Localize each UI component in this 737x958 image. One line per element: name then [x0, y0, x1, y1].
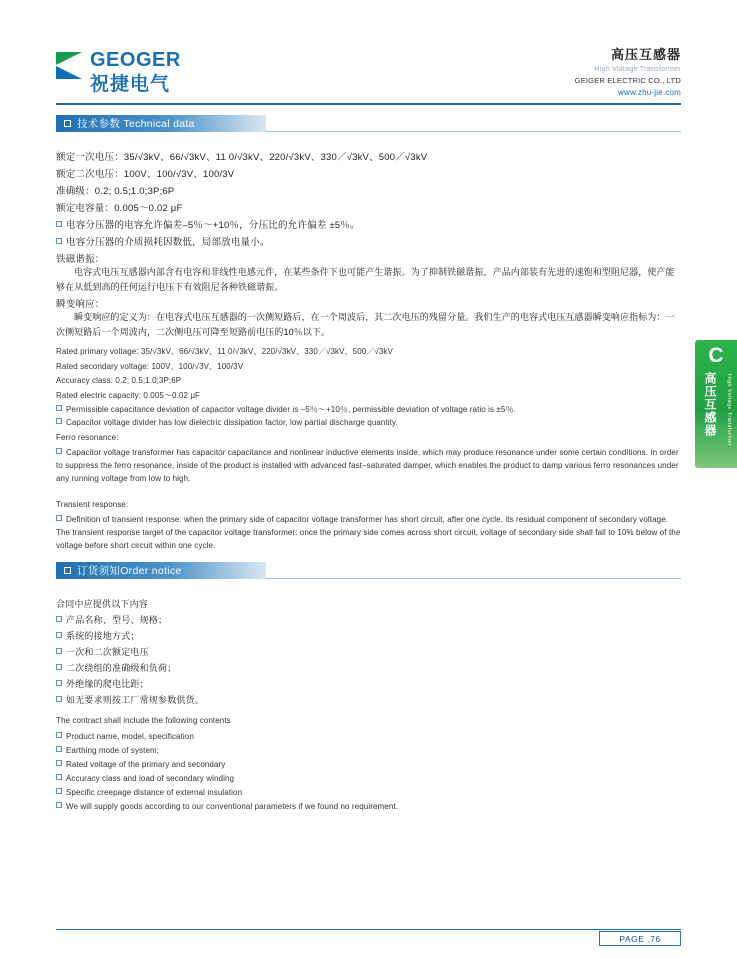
cn-order-item-2: [56, 629, 140, 642]
cn-ferro-resonance-heading: 铁磁谐振：: [56, 254, 105, 265]
cn-order-item-5: [56, 677, 149, 690]
cn-order-item-3-text: 一次和二次额定电压: [66, 647, 149, 657]
checkbox-icon: [56, 648, 62, 654]
cn-order-item-2-text: 系统的接地方式；: [66, 631, 140, 641]
checkbox-icon: [56, 221, 62, 227]
side-tab-chapter: [695, 340, 737, 468]
en-rated-primary-voltage: Rated primary voltage: 35/√3kV、66/√3kV、11 0/√3kV、220/√3kV、330／√3kV、500／√3kV: [56, 347, 393, 356]
header-right: [575, 44, 681, 97]
header-title-cn: 高压互感器: [610, 47, 681, 62]
cn-order-item-6-text: 如无要求则按工厂常规参数供货。: [66, 695, 205, 705]
checkbox-icon: [56, 696, 62, 702]
cn-transient-response-paragraph: 瞬变响应的定义为：在电容式电压互感器的一次侧短路后，在一个周波后，其二次电压的残留分量。我们生产的电容式电压互感器瞬变响应指标为：一次侧短路后一个周波内，二次侧电压可降至短路前电压的10％以下。: [56, 312, 675, 337]
cn-order-item-4-text: 二次绕组的准确级和负荷；: [66, 663, 177, 673]
cn-capacitance-deviation-text: 电容分压器的电容允许偏差–5％～+10％，分压比的允许偏差 ±5％。: [66, 220, 360, 231]
cn-order-item-3: [56, 645, 149, 658]
cn-order-item-5-text: 外绝缘的爬电比距；: [66, 679, 149, 689]
page-number: PAGE .76: [599, 931, 681, 946]
en-transient-response-paragraph: [56, 513, 681, 552]
checkbox-icon: [56, 515, 62, 521]
en-order-item-4: [56, 774, 234, 783]
logo-en: GEOGER: [90, 49, 181, 71]
header-url[interactable]: www.zhu-jie.com: [617, 88, 681, 97]
side-tab-letter: C: [708, 344, 724, 367]
en-order-item-1: [56, 732, 194, 741]
cn-transient-response-heading: 瞬变响应：: [56, 299, 105, 310]
square-bullet-icon: [64, 567, 71, 574]
square-bullet-icon: [64, 120, 71, 127]
cn-dielectric-loss: [56, 234, 270, 248]
cn-rated-capacity: 额定电容量：0.005～0.02 μF: [56, 203, 183, 214]
cn-ferro-resonance-paragraph: 电容式电压互感器内部含有电容和非线性电感元件，在某些条件下也可能产生谐振。为了抑制铁磁谐振，产品内部装有先进的速饱和型阻尼器，使产能够在从低到高的任何运行电压下有效阻尼各种铁磁谐振。: [56, 267, 675, 292]
en-order-item-5-text: Specific creepage distance of external insulation: [66, 788, 243, 797]
en-transient-response-heading: Transient response:: [56, 500, 129, 509]
checkbox-icon: [56, 418, 62, 424]
en-order-item-6: [56, 802, 398, 811]
logo-text: [90, 50, 181, 94]
section-underline-technical: [266, 131, 681, 132]
checkbox-icon: [56, 788, 62, 794]
en-order-intro: The contract shall include the following contents: [56, 716, 231, 725]
cn-rated-secondary-voltage: 额定二次电压：100V、100/√3V、100/3V: [56, 169, 235, 180]
en-order-item-5: [56, 788, 242, 797]
cn-order-item-1: [56, 613, 167, 626]
en-ferro-resonance-paragraph: [56, 446, 681, 485]
en-capacitance-deviation: [56, 404, 516, 415]
checkbox-icon: [56, 760, 62, 766]
checkbox-icon: [56, 680, 62, 686]
section-title-order-notice: [56, 562, 266, 579]
logo-cn: 祝捷电气: [90, 74, 171, 95]
section-title-technical-data: [56, 115, 266, 132]
side-tab-cn: 高压互感器: [703, 372, 717, 437]
cn-capacitance-deviation: [56, 217, 360, 231]
checkbox-icon: [56, 448, 62, 454]
en-order-item-3-text: Rated voltage of the primary and secondary: [66, 760, 226, 769]
checkbox-icon: [56, 238, 62, 244]
en-order-item-1-text: Product name, model, specification: [66, 732, 194, 741]
checkbox-icon: [56, 774, 62, 780]
cn-rated-primary-voltage: 额定一次电压：35/√3kV、66/√3kV、11 0/√3kV、220/√3kV、330／√3kV、500／√3kV: [56, 152, 428, 163]
cn-dielectric-loss-text: 电容分压器的介质损耗因数低，局部放电量小。: [66, 237, 270, 248]
en-capacitance-deviation-text: Permissible capacitance deviation of capacitor voltage divider is –5％～+10％, permissible deviation of voltage ratio is ±5％.: [66, 405, 516, 414]
en-order-item-2-text: Earthing mode of system;: [66, 746, 160, 755]
en-rated-secondary-voltage: Rated secondary voltage: 100V、100/√3V、100/3V: [56, 362, 244, 371]
header-company: GEIGER ELECTRIC CO., LTD: [574, 76, 681, 85]
header-divider: [56, 103, 681, 105]
header-title-en: High Voltage Transformer: [594, 66, 681, 73]
checkbox-icon: [56, 405, 62, 411]
en-ferro-resonance-text: Capacitor voltage transformer has capacitor capacitance and nonlinear inductive elements inside, which may produce resonance under some certain conditions. In order to suppress the ferro resonance, inside of the product is installed with advanced fast–saturated damper, which enables the product to damp various ferro resonances under any running voltage from low to high.: [56, 448, 679, 483]
cn-accuracy-class: 准确级：0.2; 0.5;1.0;3P;6P: [56, 186, 175, 197]
cn-order-intro: 合同中应提供以下内容: [56, 599, 149, 609]
en-order-item-6-text: We will supply goods according to our conventional parameters if we found no requirement.: [66, 802, 399, 811]
footer-divider: [56, 929, 681, 930]
checkbox-icon: [56, 802, 62, 808]
section-label-technical: 技术参数 Technical data: [77, 118, 195, 130]
side-tab-en: High Voltage Transformer: [726, 374, 732, 446]
cn-order-item-4: [56, 661, 176, 674]
page-header: [0, 0, 737, 108]
checkbox-icon: [56, 664, 62, 670]
section-label-order: 订货须知Order notice: [77, 565, 182, 577]
checkbox-icon: [56, 746, 62, 752]
en-accuracy-class: Accuracy class: 0.2; 0.5;1.0;3P;6P: [56, 376, 182, 385]
en-rated-capacity: Rated electric capacity: 0.005～0.02 μF: [56, 391, 201, 400]
cn-order-item-6: [56, 693, 204, 706]
brand-logo: [56, 50, 181, 94]
cn-order-item-1-text: 产品名称、型号、规格；: [66, 615, 168, 625]
checkbox-icon: [56, 732, 62, 738]
checkbox-icon: [56, 616, 62, 622]
en-dielectric-loss: [56, 418, 398, 427]
en-order-item-3: [56, 760, 225, 769]
en-order-item-4-text: Accuracy class and load of secondary winding: [66, 774, 235, 783]
en-transient-response-text: Definition of transient response: when the primary side of capacitor voltage transformer has short circuit, after one cycle, its residual component of secondary voltage. The transient response target of the capacitor voltage transformer: once the primary side comes across short circuit, voltage of secondary side shall fall to 10% below of the voltage before short circuit within one cycle.: [56, 515, 681, 550]
logo-mark-icon: [56, 50, 84, 84]
en-ferro-resonance-heading: Ferro resonance:: [56, 433, 119, 442]
section-underline-order: [266, 578, 681, 579]
en-dielectric-loss-text: Capacitor voltage divider has low dielectric dissipation factor, low partial discharge quantity.: [66, 418, 398, 427]
en-order-item-2: [56, 746, 159, 755]
checkbox-icon: [56, 632, 62, 638]
